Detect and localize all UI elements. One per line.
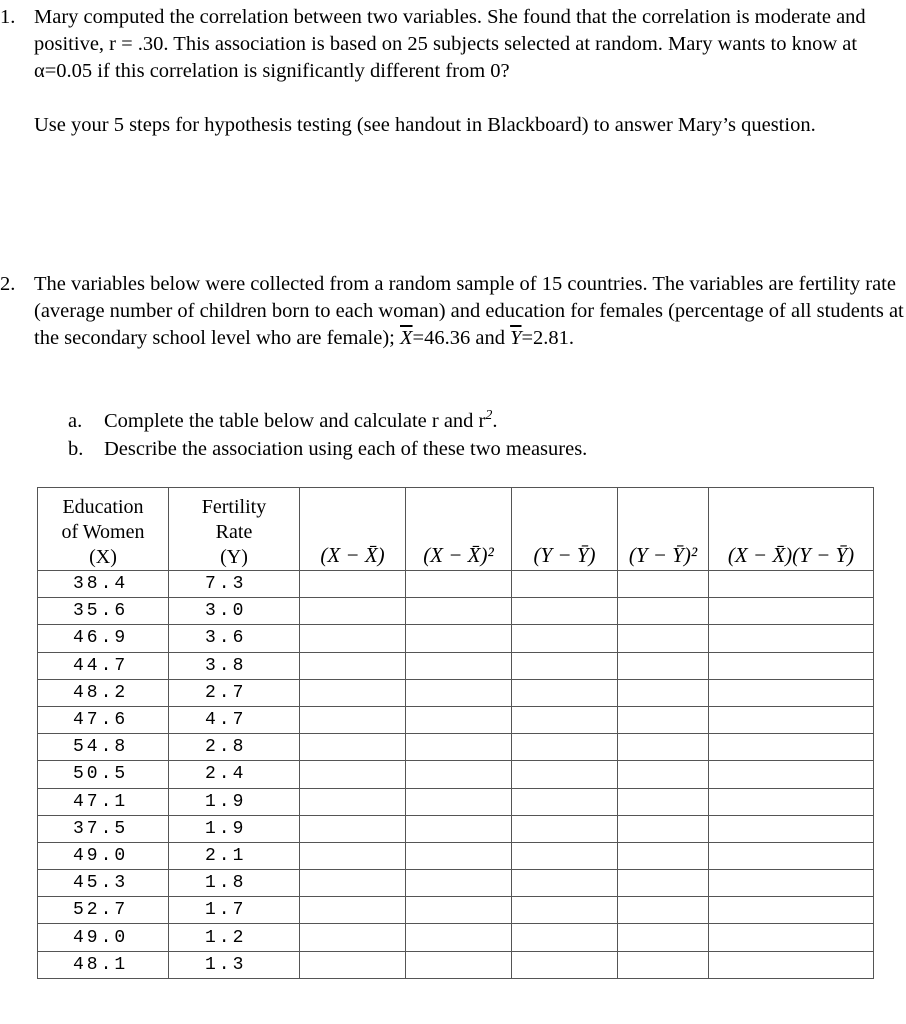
y-deviation-cell[interactable]: [512, 951, 618, 978]
table-row: [38, 679, 874, 706]
education-value-cell: 48.1: [38, 951, 169, 978]
table-row: [38, 652, 874, 679]
header-education-line-2: of Women: [61, 521, 145, 543]
question-1-paragraph-1: Mary computed the correlation between two variables. She found that the correlation is moderate and positive, r = .30. This association is based on 25 subjects selected at random. Mary wants to know at α=0.05 if this correlation is significantly different from 0?: [34, 6, 866, 82]
x-deviation-cell[interactable]: [300, 652, 406, 679]
cross-product-cell[interactable]: [709, 652, 874, 679]
cross-product-cell[interactable]: [709, 951, 874, 978]
education-value-cell: 48.2: [38, 679, 169, 706]
fertility-value-cell: 1.9: [169, 815, 300, 842]
education-value-cell: 45.3: [38, 870, 169, 897]
x-deviation-squared-cell[interactable]: [406, 625, 512, 652]
x-deviation-squared-cell[interactable]: [406, 652, 512, 679]
x-deviation-squared-cell[interactable]: [406, 706, 512, 733]
fertility-value-cell: 2.8: [169, 734, 300, 761]
y-bar-symbol: $\overline{Y}$: [510, 327, 522, 349]
question-2-text: [34, 271, 906, 352]
education-value-cell: 44.7: [38, 652, 169, 679]
x-deviation-cell[interactable]: [300, 870, 406, 897]
table-row: [38, 788, 874, 815]
subquestion-a-main: Complete the table below and calculate r and r: [104, 410, 486, 432]
subquestion-b: [68, 435, 587, 463]
question-2-text-main: The variables below were collected from a random sample of 15 countries. The variables are fertility rate (average number of children born to each woman) and education for females (percentage of all students at the secondary school level who are female);: [34, 273, 904, 349]
question-2: [0, 271, 906, 352]
y-bar-value: =2.81.: [521, 327, 575, 349]
y-deviation-squared-cell[interactable]: [618, 652, 709, 679]
x-deviation-cell[interactable]: [300, 897, 406, 924]
x-deviation-cell[interactable]: [300, 571, 406, 598]
cross-product-cell[interactable]: [709, 897, 874, 924]
subquestion-b-letter: b.: [68, 438, 84, 460]
question-1-paragraph-2: Use your 5 steps for hypothesis testing (see handout in Blackboard) to answer Mary’s question.: [34, 114, 816, 136]
x-deviation-squared-cell[interactable]: [406, 571, 512, 598]
x-deviation-cell[interactable]: [300, 598, 406, 625]
y-deviation-cell[interactable]: [512, 924, 618, 951]
education-value-cell: 37.5: [38, 815, 169, 842]
header-cross-product: (X − X̄)(Y − Ȳ): [709, 488, 874, 571]
y-deviation-squared-cell[interactable]: [618, 679, 709, 706]
y-deviation-squared-cell[interactable]: [618, 842, 709, 869]
fertility-value-cell: 2.1: [169, 842, 300, 869]
table-row: [38, 706, 874, 733]
table-row: [38, 897, 874, 924]
data-table: [37, 487, 874, 979]
cross-product-cell[interactable]: [709, 761, 874, 788]
education-value-cell: 54.8: [38, 734, 169, 761]
x-deviation-cell[interactable]: [300, 734, 406, 761]
header-fertility-line-2: Rate: [215, 521, 253, 543]
y-deviation-cell[interactable]: [512, 734, 618, 761]
question-2-number: 2.: [0, 273, 16, 295]
header-y-deviation-squared: (Y − Ȳ)²: [618, 488, 709, 571]
y-deviation-squared-cell[interactable]: [618, 625, 709, 652]
fertility-value-cell: 4.7: [169, 706, 300, 733]
y-deviation-cell[interactable]: [512, 815, 618, 842]
y-deviation-squared-cell[interactable]: [618, 924, 709, 951]
fertility-value-cell: 3.0: [169, 598, 300, 625]
header-fertility-line-3: (Y): [220, 546, 248, 568]
table-header-row: [38, 488, 874, 571]
x-deviation-squared-cell[interactable]: [406, 951, 512, 978]
table-body: [38, 571, 874, 979]
y-deviation-squared-cell[interactable]: [618, 598, 709, 625]
education-value-cell: 50.5: [38, 761, 169, 788]
x-deviation-cell[interactable]: [300, 924, 406, 951]
table-row: [38, 842, 874, 869]
subquestions: [68, 407, 587, 463]
table-row: [38, 951, 874, 978]
y-deviation-squared-cell[interactable]: [618, 761, 709, 788]
table-row: [38, 870, 874, 897]
y-deviation-cell[interactable]: [512, 571, 618, 598]
y-deviation-squared-cell[interactable]: [618, 815, 709, 842]
x-deviation-cell[interactable]: [300, 842, 406, 869]
education-value-cell: 47.1: [38, 788, 169, 815]
y-deviation-cell[interactable]: [512, 706, 618, 733]
y-deviation-cell[interactable]: [512, 897, 618, 924]
x-deviation-squared-cell[interactable]: [406, 734, 512, 761]
fertility-value-cell: 1.3: [169, 951, 300, 978]
header-education-line-3: (X): [89, 546, 117, 568]
table-row: [38, 734, 874, 761]
cross-product-cell[interactable]: [709, 734, 874, 761]
y-deviation-squared-cell[interactable]: [618, 897, 709, 924]
table-row: [38, 571, 874, 598]
x-deviation-cell[interactable]: [300, 679, 406, 706]
fertility-value-cell: 1.7: [169, 897, 300, 924]
y-deviation-cell[interactable]: [512, 625, 618, 652]
table-row: [38, 761, 874, 788]
education-value-cell: 35.6: [38, 598, 169, 625]
header-education: [38, 488, 169, 571]
subquestion-b-text: Describe the association using each of these two measures.: [104, 438, 588, 460]
cross-product-cell[interactable]: [709, 842, 874, 869]
y-deviation-cell[interactable]: [512, 842, 618, 869]
education-value-cell: 46.9: [38, 625, 169, 652]
table-row: [38, 815, 874, 842]
x-deviation-cell[interactable]: [300, 788, 406, 815]
cross-product-cell[interactable]: [709, 788, 874, 815]
x-deviation-squared-cell[interactable]: [406, 897, 512, 924]
education-value-cell: 38.4: [38, 571, 169, 598]
y-deviation-squared-cell[interactable]: [618, 706, 709, 733]
question-1-number: 1.: [0, 6, 16, 28]
x-deviation-squared-cell[interactable]: [406, 598, 512, 625]
fertility-value-cell: 2.4: [169, 761, 300, 788]
cross-product-cell[interactable]: [709, 924, 874, 951]
education-value-cell: 49.0: [38, 842, 169, 869]
fertility-value-cell: 7.3: [169, 571, 300, 598]
y-deviation-cell[interactable]: [512, 761, 618, 788]
cross-product-cell[interactable]: [709, 870, 874, 897]
cross-product-cell[interactable]: [709, 625, 874, 652]
header-education-line-1: Education: [62, 496, 144, 518]
x-deviation-squared-cell[interactable]: [406, 870, 512, 897]
x-deviation-cell[interactable]: [300, 951, 406, 978]
y-deviation-cell[interactable]: [512, 870, 618, 897]
question-1: [0, 4, 900, 139]
x-deviation-squared-cell[interactable]: [406, 761, 512, 788]
y-deviation-squared-cell[interactable]: [618, 734, 709, 761]
y-deviation-cell[interactable]: [512, 679, 618, 706]
table-row: [38, 625, 874, 652]
fertility-value-cell: 1.2: [169, 924, 300, 951]
y-deviation-squared-cell[interactable]: [618, 571, 709, 598]
cross-product-cell[interactable]: [709, 679, 874, 706]
x-deviation-cell[interactable]: [300, 761, 406, 788]
fertility-value-cell: 2.7: [169, 679, 300, 706]
education-value-cell: 49.0: [38, 924, 169, 951]
y-deviation-cell[interactable]: [512, 788, 618, 815]
cross-product-cell[interactable]: [709, 815, 874, 842]
header-fertility-line-1: Fertility: [201, 496, 267, 518]
x-deviation-squared-cell[interactable]: [406, 679, 512, 706]
x-deviation-squared-cell[interactable]: [406, 815, 512, 842]
header-y-deviation: (Y − Ȳ): [512, 488, 618, 571]
fertility-value-cell: 1.9: [169, 788, 300, 815]
header-x-deviation: (X − X̄): [300, 488, 406, 571]
cross-product-cell[interactable]: [709, 598, 874, 625]
y-deviation-cell[interactable]: [512, 652, 618, 679]
x-deviation-squared-cell[interactable]: [406, 788, 512, 815]
fertility-value-cell: 3.8: [169, 652, 300, 679]
header-fertility: [169, 488, 300, 571]
education-value-cell: 52.7: [38, 897, 169, 924]
y-deviation-cell[interactable]: [512, 598, 618, 625]
cross-product-cell[interactable]: [709, 571, 874, 598]
x-deviation-cell[interactable]: [300, 815, 406, 842]
y-deviation-squared-cell[interactable]: [618, 788, 709, 815]
x-bar-value: =46.36 and: [412, 327, 505, 349]
fertility-value-cell: 1.8: [169, 870, 300, 897]
subquestion-a-end: .: [492, 410, 498, 432]
x-bar-symbol: $\overline{X}$: [400, 327, 413, 349]
y-deviation-squared-cell[interactable]: [618, 870, 709, 897]
table-row: [38, 924, 874, 951]
subquestion-a-sup: 2: [485, 408, 493, 424]
y-deviation-squared-cell[interactable]: [618, 951, 709, 978]
subquestion-a-text: [104, 407, 498, 435]
x-deviation-cell[interactable]: [300, 625, 406, 652]
x-deviation-squared-cell[interactable]: [406, 924, 512, 951]
fertility-value-cell: 3.6: [169, 625, 300, 652]
x-deviation-squared-cell[interactable]: [406, 842, 512, 869]
x-deviation-cell[interactable]: [300, 706, 406, 733]
cross-product-cell[interactable]: [709, 706, 874, 733]
table-row: [38, 598, 874, 625]
header-x-deviation-squared: (X − X̄)²: [406, 488, 512, 571]
subquestion-a: [68, 407, 587, 435]
subquestion-a-letter: a.: [68, 410, 83, 432]
education-value-cell: 47.6: [38, 706, 169, 733]
